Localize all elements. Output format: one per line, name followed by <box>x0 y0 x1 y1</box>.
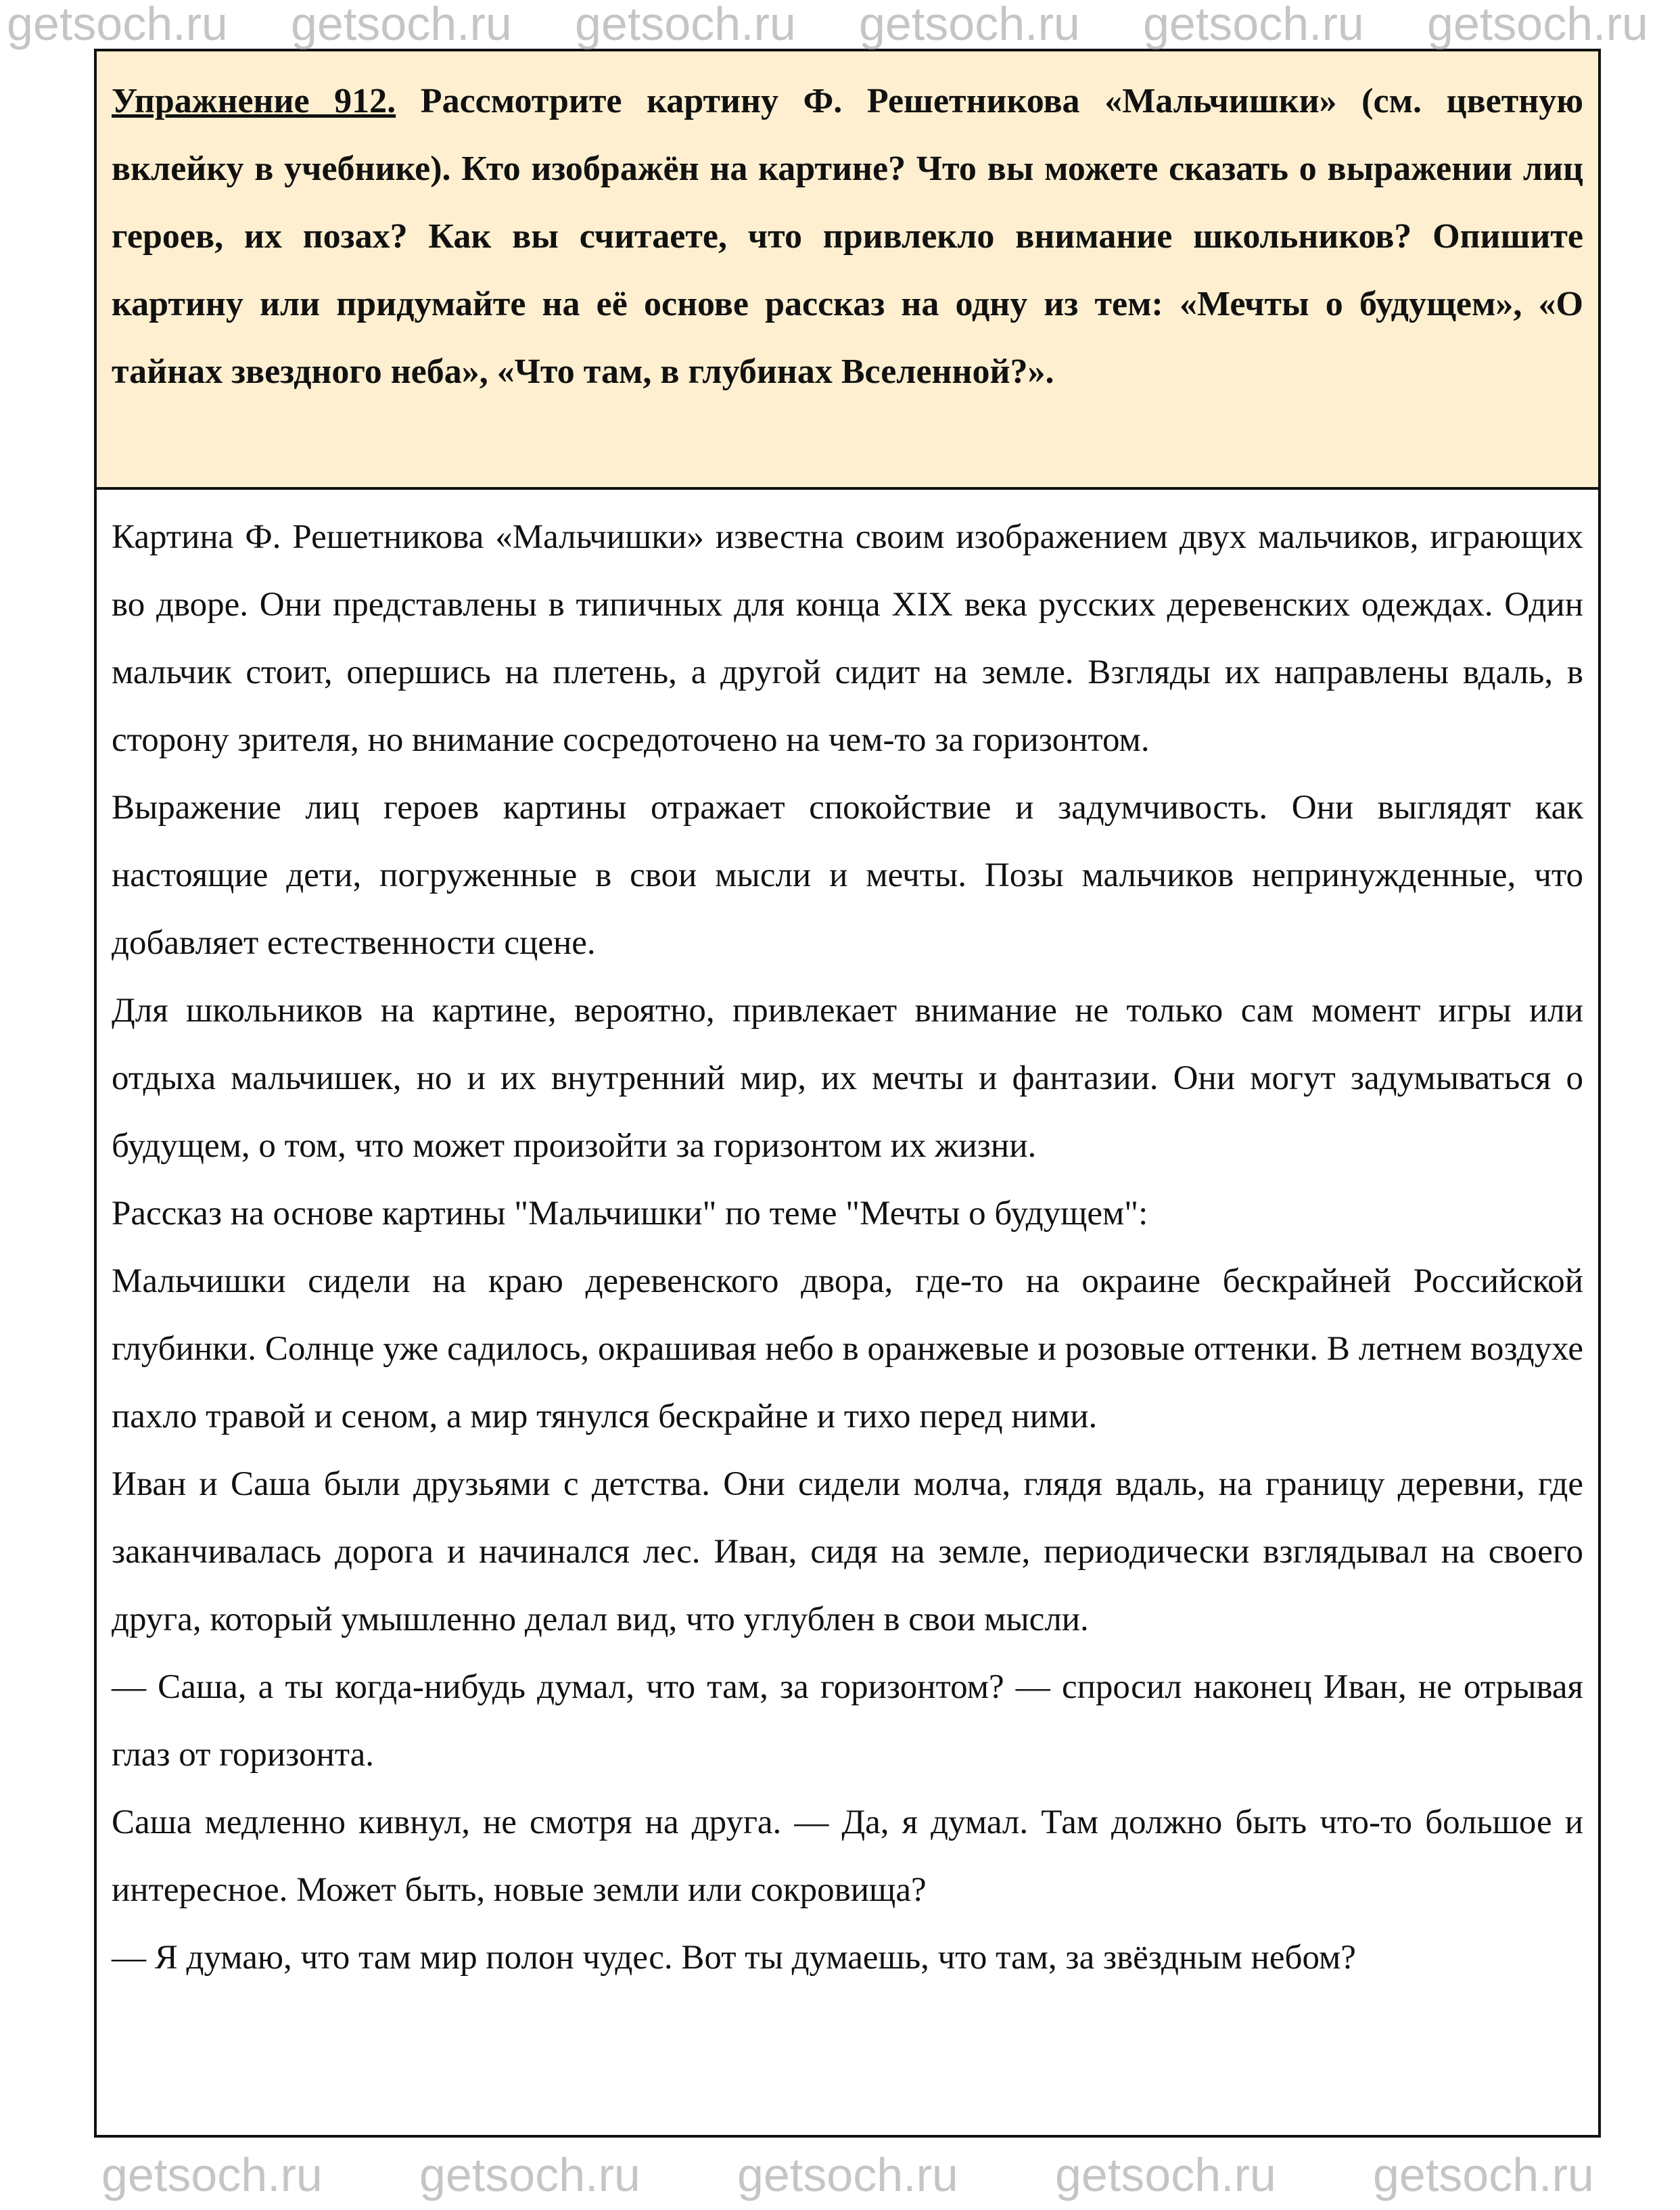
watermark: getsoch.ru <box>1143 0 1364 50</box>
answer-paragraph: Для школьников на картине, вероятно, привлекает внимание не только сам момент игры или отдыха мальчишек, но и их внутренний мир, их мечты и фантазии. Они могут задумываться о будущем, о том, что может произойти за горизонтом их жизни. <box>112 992 1583 1165</box>
task-text <box>112 68 1583 406</box>
answer-paragraph: Картина Ф. Решетникова «Мальчишки» известна своим изображением двух мальчиков, играющих во дворе. Они представлены в типичных для конца XIX века русских деревенских одеждах. Один мальчик стоит, опершись на плетень, а другой сидит на земле. Взгляды их направлены вдаль, в сторону зрителя, но внимание сосредоточено на чем-то за горизонтом. <box>112 518 1583 759</box>
exercise-answer <box>97 490 1598 1992</box>
watermark: getsoch.ru <box>419 2148 640 2201</box>
watermark: getsoch.ru <box>291 0 512 50</box>
answer-paragraph: — Саша, а ты когда-нибудь думал, что там, за горизонтом? — спросил наконец Иван, не отрывая глаз от горизонта. <box>112 1668 1583 1774</box>
answer-paragraph: Саша медленно кивнул, не смотря на друга. — Да, я думал. Там должно быть что-то большое и интересное. Может быть, новые земли или сокровища? <box>112 1803 1583 1909</box>
watermark: getsoch.ru <box>1373 2148 1594 2201</box>
task-prompt: Рассмотрите картину Ф. Решетникова «Мальчишки» (см. цветную вклейку в учебнике). Кто изображён на картине? Что вы можете сказать о выражении лиц героев, их позах? Как вы считаете, что привлекло внимание школьников? Опишите картину или придумайте на её основе рассказ на одну из тем: «Мечты о будущем», «О тайнах звездного неба», «Что там, в глубинах Вселенной?». <box>112 82 1583 391</box>
watermark: getsoch.ru <box>101 2148 323 2201</box>
watermark: getsoch.ru <box>575 0 796 50</box>
exercise-number: Упражнение 912. <box>112 82 396 120</box>
answer-paragraph: Выражение лиц героев картины отражает спокойствие и задумчивость. Они выглядят как настоящие дети, погруженные в свои мысли и мечты. Позы мальчиков непринужденные, что добавляет естественности сцене. <box>112 789 1583 962</box>
exercise-card <box>94 49 1601 2138</box>
watermark: getsoch.ru <box>1055 2148 1276 2201</box>
watermark: getsoch.ru <box>859 0 1080 50</box>
watermark: getsoch.ru <box>737 2148 958 2201</box>
answer-paragraph: Иван и Саша были друзьями с детства. Они сидели молча, глядя вдаль, на границу деревни, где заканчивалась дорога и начинался лес. Иван, сидя на земле, периодически взглядывал на своего друга, который умышленно делал вид, что углублен в свои мысли. <box>112 1465 1583 1638</box>
answer-paragraph: Мальчишки сидели на краю деревенского двора, где-то на окраине бескрайней Российской глубинки. Солнце уже садилось, окрашивая небо в оранжевые и розовые оттенки. В летнем воздухе пахло травой и сеном, а мир тянулся бескрайне и тихо перед ними. <box>112 1262 1583 1435</box>
watermark: getsoch.ru <box>7 0 228 50</box>
exercise-task <box>97 51 1598 490</box>
answer-paragraph: — Я думаю, что там мир полон чудес. Вот ты думаешь, что там, за звёздным небом? <box>112 1939 1356 1977</box>
watermark: getsoch.ru <box>1427 0 1648 50</box>
answer-paragraph: Рассказ на основе картины "Мальчишки" по теме "Мечты о будущем": <box>112 1195 1148 1233</box>
